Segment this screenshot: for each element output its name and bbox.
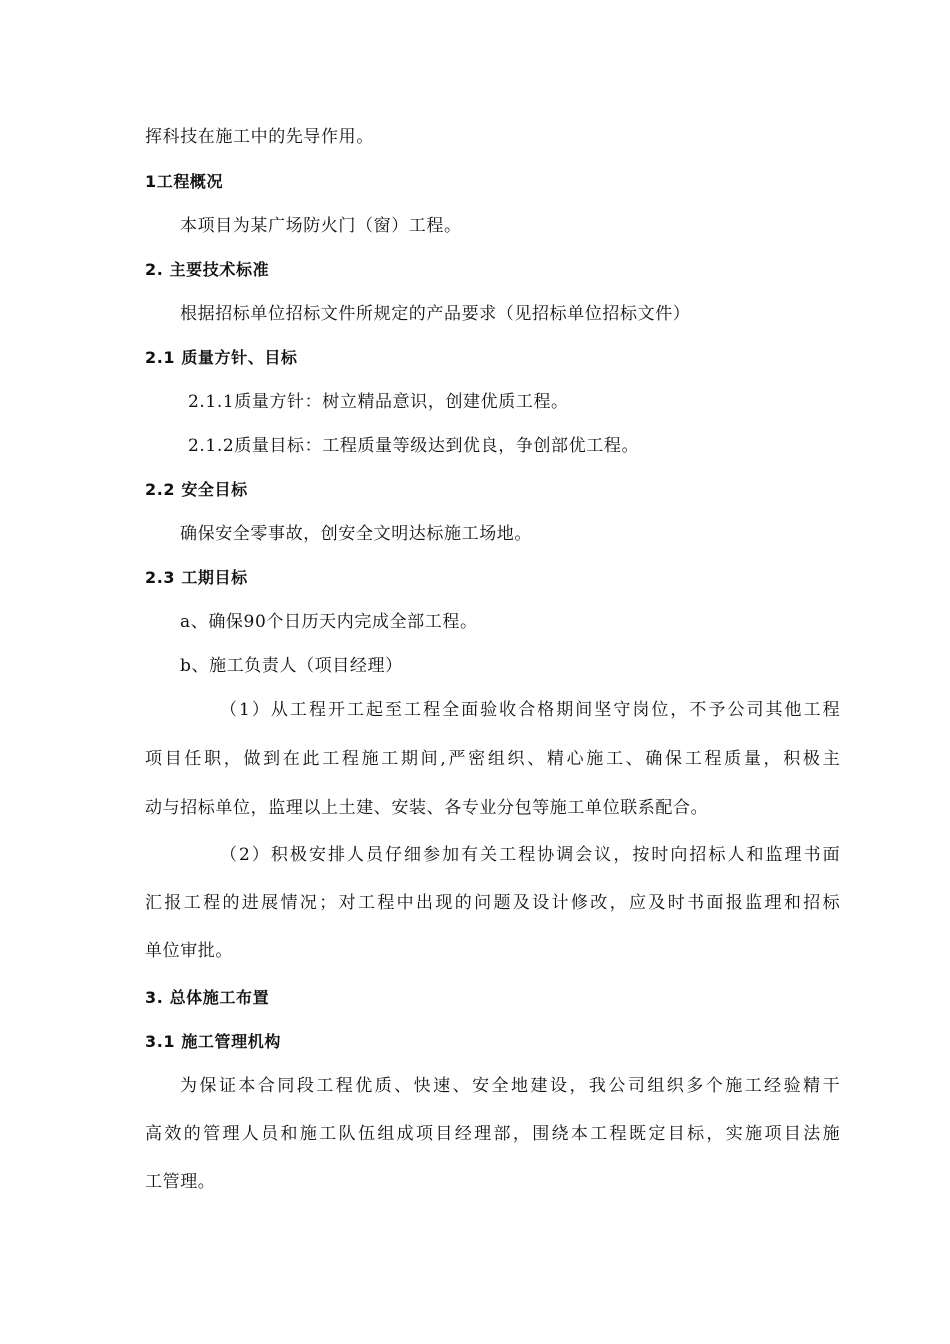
body-text-line: 挥科技在施工中的先导作用。 <box>145 127 374 147</box>
body-text-line: 工管理。 <box>145 1172 216 1192</box>
body-text-line: 动与招标单位，监理以上土建、安装、各专业分包等施工单位联系配合。 <box>145 798 709 818</box>
body-text-line: 单位审批。 <box>145 941 233 961</box>
section-heading-1: 1工程概况 <box>145 172 224 191</box>
body-text-line: （2）积极安排人员仔细参加有关工程协调会议，按时向招标人和监理书面 <box>220 845 840 865</box>
list-item: b、施工负责人（项目经理） <box>180 656 403 676</box>
section-heading-2-3: 2.3 工期目标 <box>145 568 248 587</box>
body-paragraph: 根据招标单位招标文件所规定的产品要求（见招标单位招标文件） <box>180 304 691 324</box>
body-paragraph: 本项目为某广场防火门（窗）工程。 <box>180 216 462 236</box>
body-text-line: 为保证本合同段工程优质、快速、安全地建设，我公司组织多个施工经验精干 <box>180 1076 840 1096</box>
body-paragraph: 2.1.2质量目标：工程质量等级达到优良，争创部优工程。 <box>188 436 640 456</box>
section-heading-3-1: 3.1 施工管理机构 <box>145 1032 281 1051</box>
section-heading-2: 2. 主要技术标准 <box>145 260 270 279</box>
body-text-line: （1）从工程开工起至工程全面验收合格期间坚守岗位，不予公司其他工程 <box>220 700 840 720</box>
body-text-line: 汇报工程的进展情况；对工程中出现的问题及设计修改，应及时书面报监理和招标 <box>145 893 840 913</box>
section-heading-3: 3. 总体施工布置 <box>145 988 270 1007</box>
section-heading-2-1: 2.1 质量方针、目标 <box>145 348 298 367</box>
body-text-line: 项目任职，做到在此工程施工期间,严密组织、精心施工、确保工程质量，积极主 <box>145 749 840 769</box>
body-paragraph: 确保安全零事故，创安全文明达标施工场地。 <box>180 524 532 544</box>
body-text-line: 高效的管理人员和施工队伍组成项目经理部，围绕本工程既定目标，实施项目法施 <box>145 1124 840 1144</box>
body-paragraph: 2.1.1质量方针：树立精品意识，创建优质工程。 <box>188 392 569 412</box>
list-item: a、确保90个日历天内完成全部工程。 <box>180 612 478 632</box>
section-heading-2-2: 2.2 安全目标 <box>145 480 248 499</box>
